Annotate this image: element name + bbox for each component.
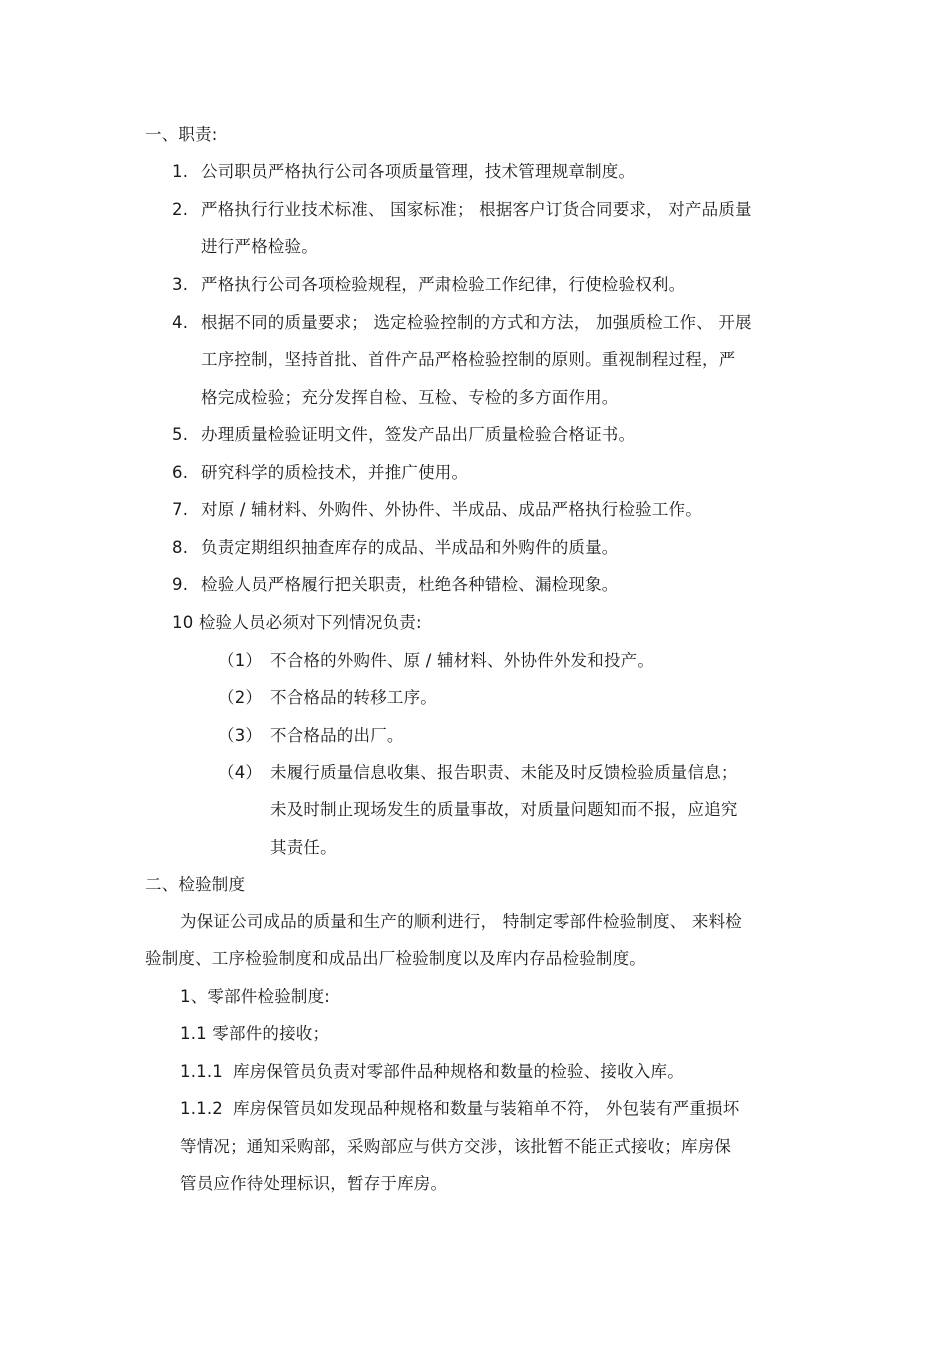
section-2-intro-line-1: 为保证公司成品的质量和生产的顺利进行， 特制定零部件检验制度、 来料检 xyxy=(180,912,742,931)
item-2-text-line-2: 进行严格检验。 xyxy=(201,237,318,256)
clause-1-1-2-text-line-3: 管员应作待处理标识，暂存于库房。 xyxy=(180,1174,448,1193)
section-2-intro-line-2: 验制度、工序检验制度和成品出厂检验制度以及库内存品检验制度。 xyxy=(145,949,646,968)
item-3-text: 严格执行公司各项检验规程，严肃检验工作纪律，行使检验权利。 xyxy=(201,275,686,294)
subitem-4-number: （4） xyxy=(218,763,263,782)
item-2-number: 2. xyxy=(172,200,189,219)
item-8-number: 8. xyxy=(172,538,189,557)
item-4-text-line-1: 根据不同的质量要求； 选定检验控制的方式和方法， 加强质检工作、 开展 xyxy=(201,313,752,332)
item-5-number: 5. xyxy=(172,425,189,444)
item-6-text: 研究科学的质检技术，并推广使用。 xyxy=(201,463,469,482)
item-1-text: 公司职员严格执行公司各项质量管理，技术管理规章制度。 xyxy=(201,162,636,181)
item-10-text: 10 检验人员必须对下列情况负责: xyxy=(172,613,422,632)
clause-1-1-2-number: 1.1.2 xyxy=(180,1099,223,1118)
item-9-text: 检验人员严格履行把关职责，杜绝各种错检、漏检现象。 xyxy=(201,575,619,594)
section-1-title: 一、职责: xyxy=(145,125,218,144)
subitem-4-text-line-3: 其责任。 xyxy=(270,838,337,857)
subitem-1-number: （1） xyxy=(218,651,263,670)
item-2-text-line-1: 严格执行行业技术标准、 国家标准； 根据客户订货合同要求， 对产品质量 xyxy=(201,200,752,219)
item-3-number: 3. xyxy=(172,275,189,294)
item-4-text-line-3: 格完成检验；充分发挥自检、互检、专检的多方面作用。 xyxy=(201,388,619,407)
subsection-1-title: 1、零部件检验制度: xyxy=(180,987,331,1006)
clause-1-1-2-text-line-2: 等情况；通知采购部，采购部应与供方交涉，该批暂不能正式接收；库房保 xyxy=(180,1137,732,1156)
subsection-1-1-title: 1.1 零部件的接收； xyxy=(180,1024,330,1043)
item-5-text: 办理质量检验证明文件，签发产品出厂质量检验合格证书。 xyxy=(201,425,636,444)
item-7-number: 7. xyxy=(172,500,189,519)
subitem-4-text-line-1: 未履行质量信息收集、报告职责、未能及时反馈检验质量信息； xyxy=(270,763,738,782)
subitem-2-number: （2） xyxy=(218,688,263,707)
section-2-title: 二、检验制度 xyxy=(145,875,246,894)
subitem-3-text: 不合格品的出厂。 xyxy=(270,726,404,745)
item-7-text: 对原 / 辅材料、外购件、外协件、半成品、成品严格执行检验工作。 xyxy=(201,500,702,519)
clause-1-1-1-text: 库房保管员负责对零部件品种规格和数量的检验、接收入库。 xyxy=(233,1062,684,1081)
item-9-number: 9. xyxy=(172,575,189,594)
item-6-number: 6. xyxy=(172,463,189,482)
clause-1-1-2-text-line-1: 库房保管员如发现品种规格和数量与装箱单不符， 外包装有严重损坏 xyxy=(233,1099,740,1118)
item-4-text-line-2: 工序控制，坚持首批、首件产品严格检验控制的原则。重视制程过程，严 xyxy=(201,350,736,369)
subitem-2-text: 不合格品的转移工序。 xyxy=(270,688,437,707)
subitem-3-number: （3） xyxy=(218,726,263,745)
subitem-1-text: 不合格的外购件、原 / 辅材料、外协件外发和投产。 xyxy=(270,651,655,670)
clause-1-1-1-number: 1.1.1 xyxy=(180,1062,223,1081)
item-1-number: 1. xyxy=(172,162,189,181)
item-4-number: 4. xyxy=(172,313,189,332)
subitem-4-text-line-2: 未及时制止现场发生的质量事故，对质量问题知而不报，应追究 xyxy=(270,800,738,819)
item-8-text: 负责定期组织抽查库存的成品、半成品和外购件的质量。 xyxy=(201,538,619,557)
